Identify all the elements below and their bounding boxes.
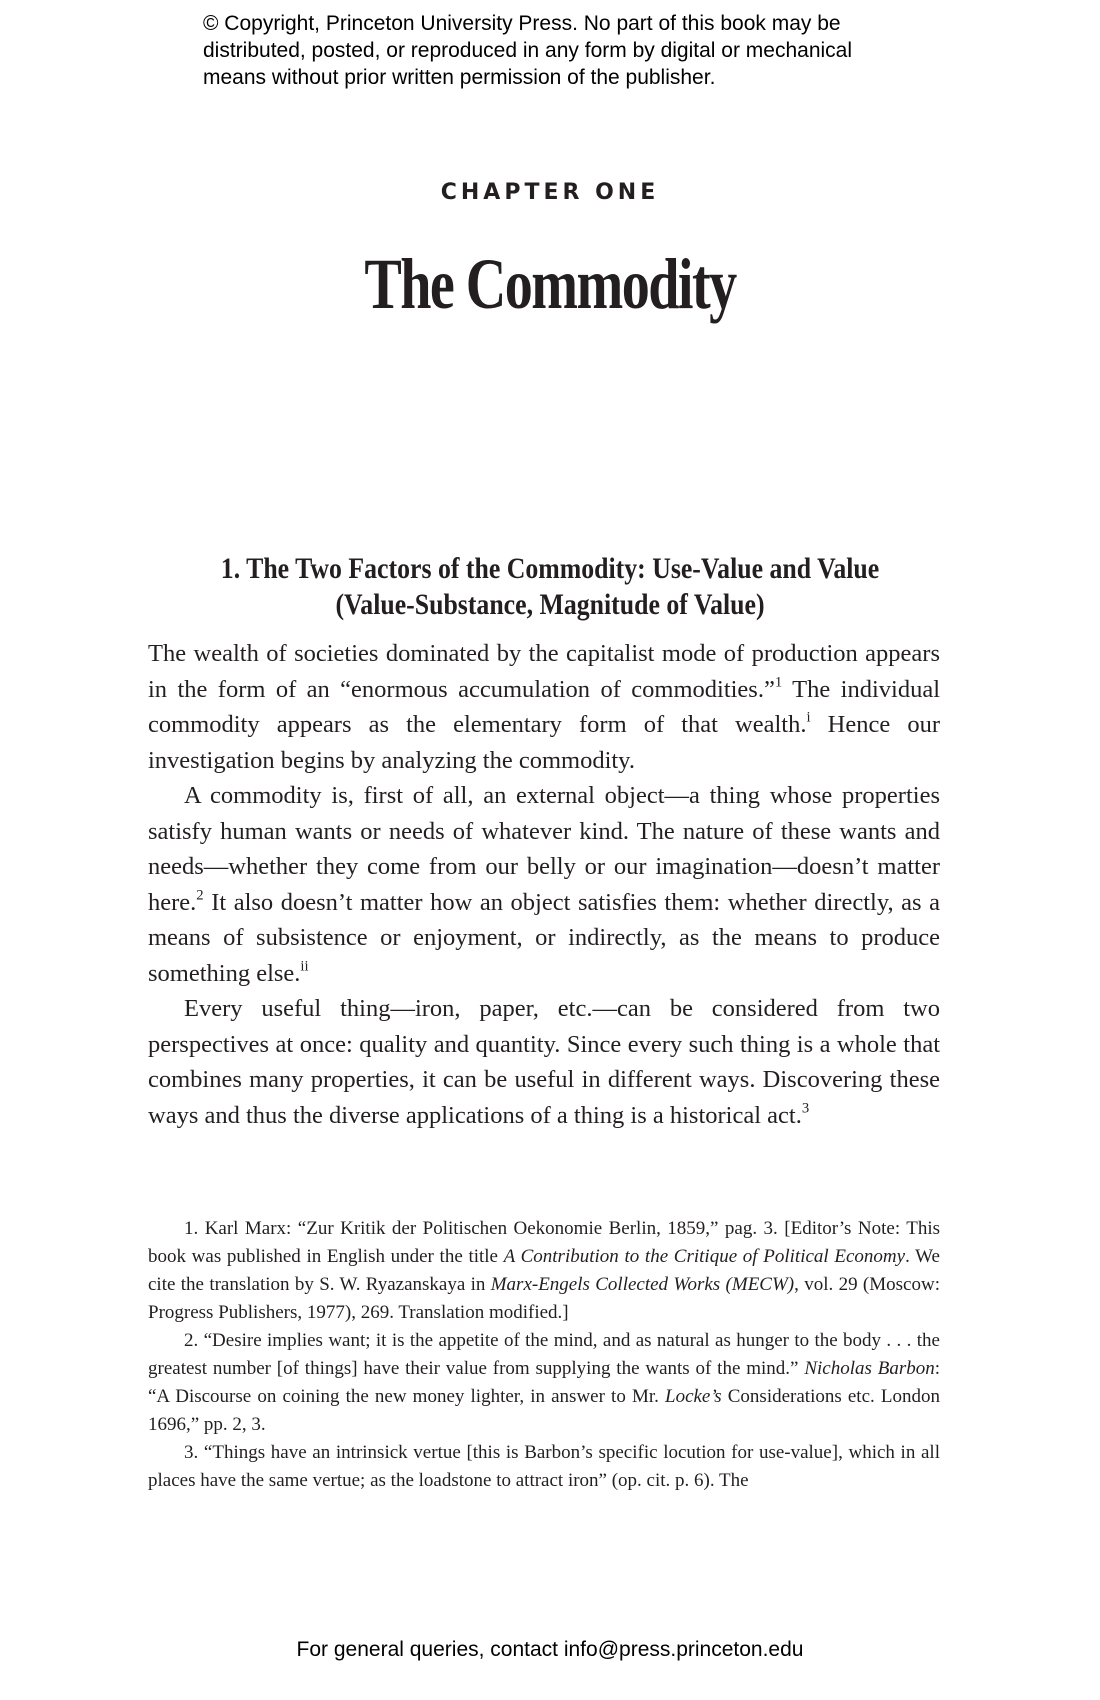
chapter-title: The Commodity [364,244,736,324]
paragraph-2-text-b: It also doesn’t matter how an object satisfies them: whether directly, as a means of subsistence or enjoyment, or indirectly, as the means to produce something else. [148,888,940,987]
footnote-2-text-b: : “A Discourse on coining the new money lighter, in answer to Mr. [148,1358,940,1407]
footnote-1 [148,1215,940,1327]
paragraph-3 [148,991,940,1133]
paragraph-1-text-c: Hence our investigation begins by analyzing the commodity. [148,711,940,774]
body-text [148,636,940,1133]
copyright-notice [203,10,923,91]
paragraph-2-text-a: A commodity is, first of all, an external object—a thing whose properties satisfy human wants or needs of whatever kind. The nature of these wants and needs—whether they come from our belly or our imagination—doesn’t matter here. [148,782,940,916]
footnote-2-locke: Locke’s [665,1386,722,1407]
footnote-1-text-c: , vol. 29 (Moscow: Progress Publishers, 1977), 269. Translation modified.] [148,1274,940,1323]
endnote-ref-i[interactable]: i [806,709,811,726]
section-heading-line-1: 1. The Two Factors of the Commodity: Use-Value and Value [220,552,880,585]
paragraph-1-text-b: The individual commodity appears as the elementary form of that wealth. [148,675,940,738]
footnote-3: 3. “Things have an intrinsick vertue [this is Barbon’s specific locution for use-value], which in all places have the same vertue; as the loadstone to attract iron” (op. cit. p. 6). The [148,1442,940,1491]
footnote-ref-2[interactable]: 2 [196,887,204,904]
footnote-1-text-b: . We cite the translation by S. W. Ryazanskaya in [148,1246,940,1295]
footnotes [148,1215,940,1495]
paragraph-1 [148,636,940,778]
section-heading-line-2: (Value-Substance, Magnitude of Value) [335,588,765,621]
footnote-2 [148,1327,940,1439]
paragraph-2 [148,778,940,991]
copyright-line-1: © Copyright, Princeton University Press. No part of this book may be [203,12,841,35]
copyright-line-2: distributed, posted, or reproduced in any form by digital or mechanical [203,39,853,62]
footnote-2-author: Nicholas Barbon [804,1358,935,1379]
footnote-2-text-c: Considerations etc. London 1696,” pp. 2, 3. [148,1386,940,1435]
chapter-label: CHAPTER ONE [440,180,660,205]
footnote-1-book-title: A Contribution to the Critique of Political Economy [503,1246,906,1267]
footnote-1-collection-title: Marx-Engels Collected Works (MECW) [490,1274,795,1295]
paragraph-3-text-a: Every useful thing—iron, paper, etc.—can be considered from two perspectives at once: quality and quantity. Since every such thing is a whole that combines many properties, it can be useful in different ways. Discovering these ways and thus the diverse applications of a thing is a historical act. [148,995,940,1129]
section-heading [77,551,1023,623]
footer-contact: For general queries, contact info@press.princeton.edu [296,1638,804,1661]
copyright-line-3: means without prior written permission of the publisher. [203,66,716,89]
footnote-ref-1[interactable]: 1 [774,674,783,691]
endnote-ref-ii[interactable]: ii [300,958,309,975]
footnote-ref-3[interactable]: 3 [801,1100,810,1117]
footnote-1-text-a: 1. Karl Marx: “Zur Kritik der Politischen Oekonomie Berlin, 1859,” pag. 3. [Editor’s Note: This book was published in English under the title [148,1218,940,1267]
paragraph-1-text-a: The wealth of societies dominated by the capitalist mode of production appears in the form of an “enormous accumulation of commodities.” [148,640,940,703]
footnote-2-text-a: 2. “Desire implies want; it is the appetite of the mind, and as natural as hunger to the body . . . the greatest number [of things] have their value from supplying the wants of the mind.” [148,1330,940,1379]
